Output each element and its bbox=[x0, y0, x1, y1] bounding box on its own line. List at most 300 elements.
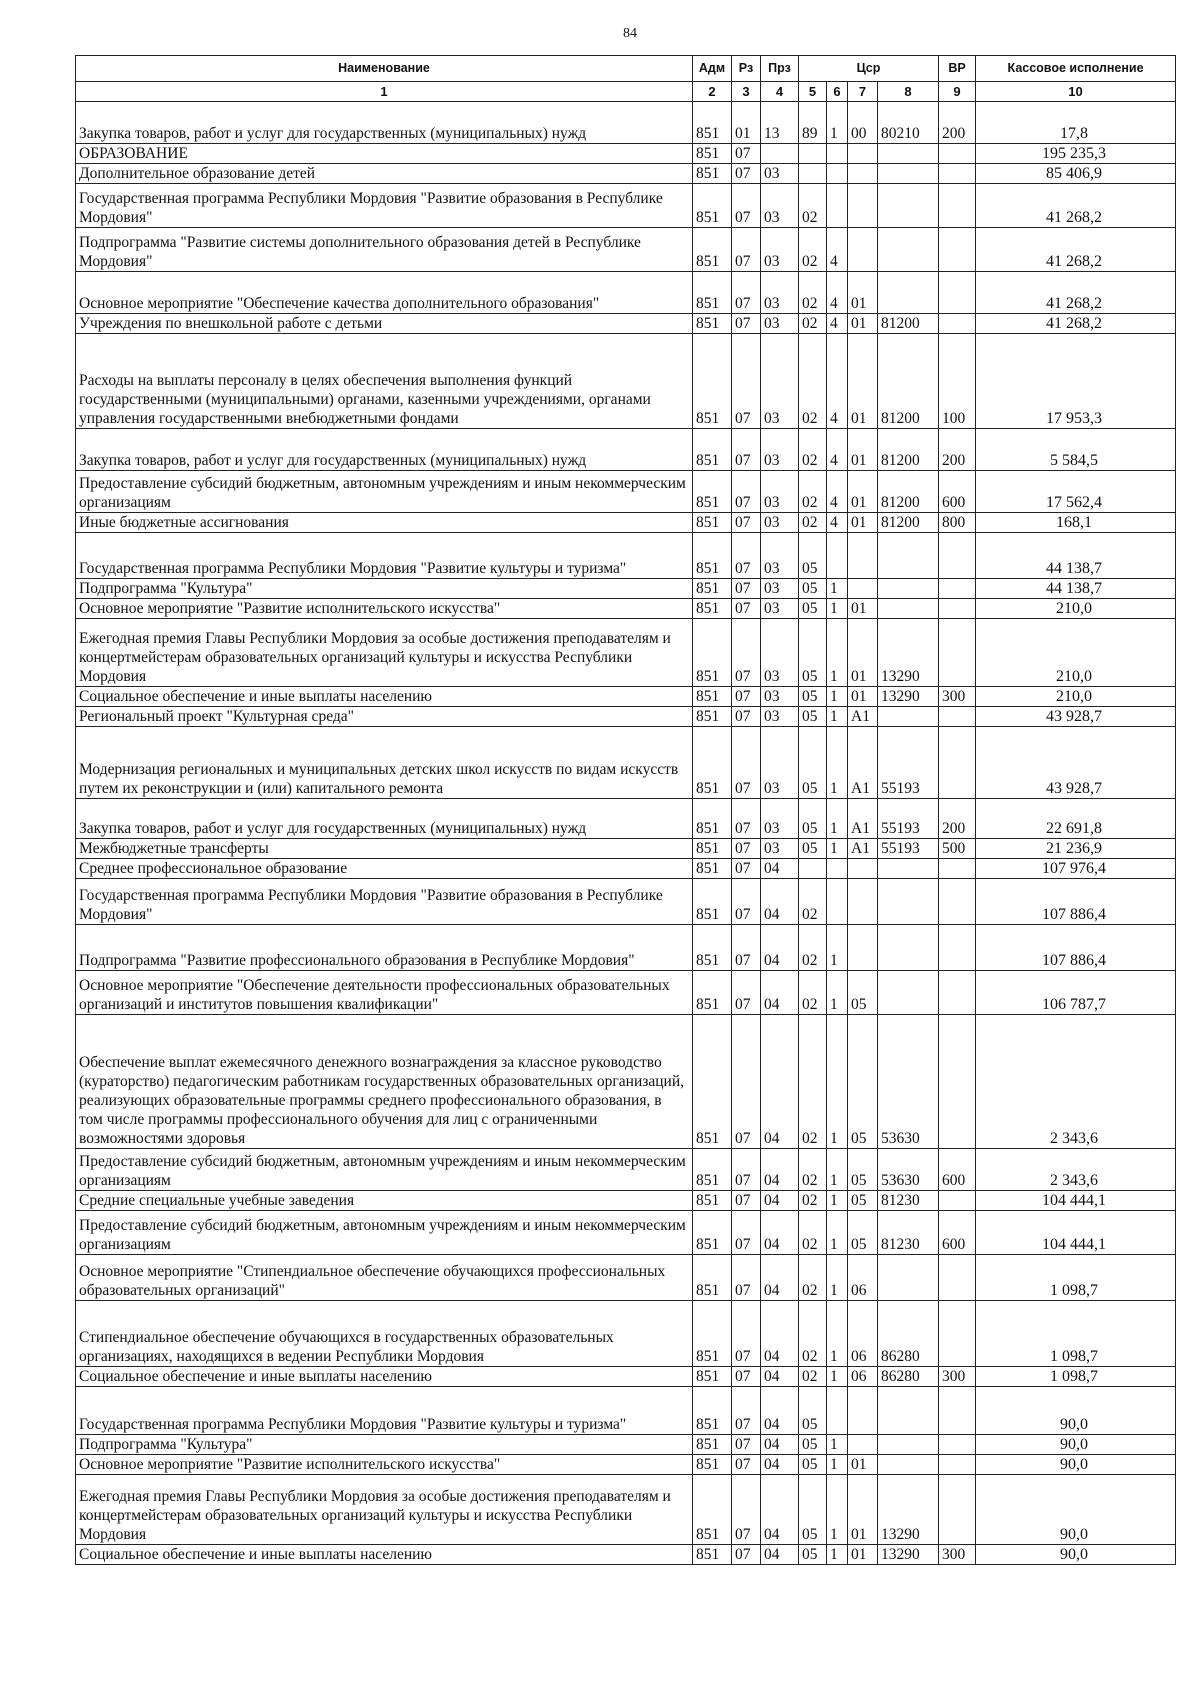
row-adm: 851 bbox=[693, 1455, 732, 1475]
row-vr bbox=[939, 925, 976, 971]
row-prz: 04 bbox=[761, 1301, 799, 1367]
row-amount: 195 235,3 bbox=[976, 144, 1176, 164]
row-prz: 03 bbox=[761, 687, 799, 707]
row-adm: 851 bbox=[693, 334, 732, 429]
row-prz: 04 bbox=[761, 1545, 799, 1565]
table-row bbox=[76, 1255, 1176, 1301]
table-row bbox=[76, 579, 1176, 599]
row-csr-event: 01 bbox=[848, 513, 878, 533]
row-csr-direction bbox=[878, 144, 939, 164]
row-prz: 03 bbox=[761, 334, 799, 429]
row-vr bbox=[939, 599, 976, 619]
row-csr-subprogram: 1 bbox=[827, 1211, 848, 1255]
row-prz: 04 bbox=[761, 1387, 799, 1435]
row-csr-subprogram: 1 bbox=[827, 599, 848, 619]
row-csr-event: A1 bbox=[848, 707, 878, 727]
table-row bbox=[76, 727, 1176, 799]
row-rz: 07 bbox=[732, 533, 761, 579]
row-rz: 07 bbox=[732, 1455, 761, 1475]
row-csr-subprogram: 1 bbox=[827, 1191, 848, 1211]
row-csr-event: 01 bbox=[848, 272, 878, 314]
row-csr-program: 05 bbox=[799, 1475, 827, 1545]
table-row bbox=[76, 228, 1176, 272]
row-csr-event: 06 bbox=[848, 1255, 878, 1301]
row-rz: 07 bbox=[732, 1545, 761, 1565]
row-rz: 07 bbox=[732, 859, 761, 879]
row-csr-event: 01 bbox=[848, 599, 878, 619]
table-row bbox=[76, 513, 1176, 533]
row-vr bbox=[939, 727, 976, 799]
header-prz: Прз bbox=[761, 56, 799, 82]
row-csr-event bbox=[848, 859, 878, 879]
row-vr bbox=[939, 619, 976, 687]
row-vr bbox=[939, 228, 976, 272]
row-amount: 44 138,7 bbox=[976, 533, 1176, 579]
row-csr-event: 06 bbox=[848, 1367, 878, 1387]
row-csr-direction bbox=[878, 579, 939, 599]
budget-table bbox=[75, 55, 1176, 1565]
row-adm: 851 bbox=[693, 727, 732, 799]
row-rz: 07 bbox=[732, 471, 761, 513]
row-amount: 107 886,4 bbox=[976, 879, 1176, 925]
row-csr-subprogram: 4 bbox=[827, 513, 848, 533]
row-prz: 04 bbox=[761, 1191, 799, 1211]
row-vr bbox=[939, 1435, 976, 1455]
row-csr-direction: 55193 bbox=[878, 727, 939, 799]
row-vr bbox=[939, 144, 976, 164]
row-adm: 851 bbox=[693, 879, 732, 925]
row-amount: 168,1 bbox=[976, 513, 1176, 533]
row-csr-subprogram: 1 bbox=[827, 1149, 848, 1191]
table-row bbox=[76, 1475, 1176, 1545]
row-csr-event: 01 bbox=[848, 429, 878, 471]
row-csr-subprogram: 1 bbox=[827, 687, 848, 707]
row-csr-program: 02 bbox=[799, 513, 827, 533]
row-adm: 851 bbox=[693, 1387, 732, 1435]
row-csr-direction: 53630 bbox=[878, 1149, 939, 1191]
row-rz: 07 bbox=[732, 1015, 761, 1149]
row-prz: 03 bbox=[761, 272, 799, 314]
row-csr-subprogram: 1 bbox=[827, 1435, 848, 1455]
row-csr-event: 05 bbox=[848, 971, 878, 1015]
row-rz: 07 bbox=[732, 429, 761, 471]
row-name: Стипендиальное обеспечение обучающихся в государственных образовательных организациях, находящихся в ведении Республики Мордовия bbox=[76, 1301, 693, 1367]
header-rz: Рз bbox=[732, 56, 761, 82]
row-csr-event: 01 bbox=[848, 471, 878, 513]
row-csr-program: 05 bbox=[799, 1545, 827, 1565]
table-row bbox=[76, 314, 1176, 334]
row-prz: 03 bbox=[761, 314, 799, 334]
row-csr-program: 05 bbox=[799, 1455, 827, 1475]
row-csr-direction bbox=[878, 859, 939, 879]
row-name: Основное мероприятие "Обеспечение деятельности профессиональных образовательных организаций и институтов повышения квалификации" bbox=[76, 971, 693, 1015]
row-csr-subprogram: 1 bbox=[827, 839, 848, 859]
row-amount: 90,0 bbox=[976, 1475, 1176, 1545]
row-prz: 03 bbox=[761, 599, 799, 619]
row-rz: 01 bbox=[732, 102, 761, 144]
row-prz: 13 bbox=[761, 102, 799, 144]
row-csr-direction: 55193 bbox=[878, 839, 939, 859]
row-adm: 851 bbox=[693, 1255, 732, 1301]
row-name: Государственная программа Республики Мордовия "Развитие культуры и туризма" bbox=[76, 533, 693, 579]
row-amount: 17 562,4 bbox=[976, 471, 1176, 513]
column-number: 3 bbox=[732, 82, 761, 102]
row-vr bbox=[939, 971, 976, 1015]
row-csr-direction bbox=[878, 925, 939, 971]
row-csr-event: 01 bbox=[848, 687, 878, 707]
row-amount: 85 406,9 bbox=[976, 164, 1176, 184]
row-vr bbox=[939, 1191, 976, 1211]
table-row bbox=[76, 533, 1176, 579]
row-csr-event: 01 bbox=[848, 314, 878, 334]
row-rz: 07 bbox=[732, 839, 761, 859]
row-csr-program: 05 bbox=[799, 687, 827, 707]
row-vr: 300 bbox=[939, 1367, 976, 1387]
row-name: Учреждения по внешкольной работе с детьми bbox=[76, 314, 693, 334]
row-prz: 03 bbox=[761, 471, 799, 513]
row-amount: 2 343,6 bbox=[976, 1015, 1176, 1149]
row-adm: 851 bbox=[693, 429, 732, 471]
row-adm: 851 bbox=[693, 839, 732, 859]
row-prz: 04 bbox=[761, 925, 799, 971]
row-name: ОБРАЗОВАНИЕ bbox=[76, 144, 693, 164]
row-csr-program: 05 bbox=[799, 799, 827, 839]
row-name: Закупка товаров, работ и услуг для государственных (муниципальных) нужд bbox=[76, 102, 693, 144]
row-csr-event bbox=[848, 228, 878, 272]
row-csr-subprogram bbox=[827, 879, 848, 925]
table-row bbox=[76, 1149, 1176, 1191]
row-prz: 03 bbox=[761, 839, 799, 859]
row-prz: 03 bbox=[761, 533, 799, 579]
table-row bbox=[76, 839, 1176, 859]
row-csr-event bbox=[848, 1387, 878, 1435]
row-rz: 07 bbox=[732, 879, 761, 925]
row-prz: 03 bbox=[761, 164, 799, 184]
row-name: Основное мероприятие "Обеспечение качества дополнительного образования" bbox=[76, 272, 693, 314]
row-vr: 100 bbox=[939, 334, 976, 429]
row-csr-event bbox=[848, 579, 878, 599]
row-adm: 851 bbox=[693, 184, 732, 228]
row-amount: 1 098,7 bbox=[976, 1367, 1176, 1387]
row-adm: 851 bbox=[693, 799, 732, 839]
row-amount: 210,0 bbox=[976, 599, 1176, 619]
table-row bbox=[76, 1015, 1176, 1149]
row-rz: 07 bbox=[732, 144, 761, 164]
row-rz: 07 bbox=[732, 619, 761, 687]
row-adm: 851 bbox=[693, 1475, 732, 1545]
row-csr-subprogram: 1 bbox=[827, 619, 848, 687]
row-name: Предоставление субсидий бюджетным, автономным учреждениям и иным некоммерческим организациям bbox=[76, 1211, 693, 1255]
column-number: 7 bbox=[848, 82, 878, 102]
row-adm: 851 bbox=[693, 707, 732, 727]
row-name: Подпрограмма "Развитие системы дополнительного образования детей в Республике Мордовия" bbox=[76, 228, 693, 272]
table-row bbox=[76, 1301, 1176, 1367]
row-name: Предоставление субсидий бюджетным, автономным учреждениям и иным некоммерческим организациям bbox=[76, 471, 693, 513]
row-prz: 03 bbox=[761, 619, 799, 687]
row-amount: 43 928,7 bbox=[976, 707, 1176, 727]
row-vr bbox=[939, 1455, 976, 1475]
table-row bbox=[76, 971, 1176, 1015]
row-adm: 851 bbox=[693, 1301, 732, 1367]
row-adm: 851 bbox=[693, 579, 732, 599]
row-csr-direction bbox=[878, 1455, 939, 1475]
row-csr-direction bbox=[878, 228, 939, 272]
row-csr-direction bbox=[878, 533, 939, 579]
row-rz: 07 bbox=[732, 1475, 761, 1545]
row-csr-direction: 13290 bbox=[878, 619, 939, 687]
table-row bbox=[76, 334, 1176, 429]
row-adm: 851 bbox=[693, 619, 732, 687]
row-csr-direction bbox=[878, 272, 939, 314]
header-amount: Кассовое исполнение bbox=[976, 56, 1176, 82]
row-csr-program: 02 bbox=[799, 1149, 827, 1191]
row-csr-direction bbox=[878, 879, 939, 925]
table-row bbox=[76, 144, 1176, 164]
row-amount: 21 236,9 bbox=[976, 839, 1176, 859]
row-csr-event: A1 bbox=[848, 799, 878, 839]
row-rz: 07 bbox=[732, 1435, 761, 1455]
row-rz: 07 bbox=[732, 799, 761, 839]
row-csr-program: 02 bbox=[799, 184, 827, 228]
row-csr-program: 02 bbox=[799, 1301, 827, 1367]
row-prz: 04 bbox=[761, 1211, 799, 1255]
row-csr-event bbox=[848, 879, 878, 925]
row-vr: 200 bbox=[939, 799, 976, 839]
row-name: Социальное обеспечение и иные выплаты населению bbox=[76, 1545, 693, 1565]
row-csr-event: 01 bbox=[848, 619, 878, 687]
row-prz: 04 bbox=[761, 1255, 799, 1301]
row-prz: 03 bbox=[761, 727, 799, 799]
page-number: 84 bbox=[623, 26, 637, 41]
row-csr-program: 02 bbox=[799, 272, 827, 314]
row-csr-program: 02 bbox=[799, 334, 827, 429]
column-number: 8 bbox=[878, 82, 939, 102]
row-rz: 07 bbox=[732, 707, 761, 727]
row-rz: 07 bbox=[732, 1255, 761, 1301]
row-prz bbox=[761, 144, 799, 164]
row-csr-program: 02 bbox=[799, 471, 827, 513]
row-vr: 600 bbox=[939, 471, 976, 513]
table-row bbox=[76, 859, 1176, 879]
row-csr-program: 05 bbox=[799, 1387, 827, 1435]
row-rz: 07 bbox=[732, 687, 761, 707]
row-csr-direction: 81200 bbox=[878, 334, 939, 429]
row-name: Среднее профессиональное образование bbox=[76, 859, 693, 879]
row-amount: 90,0 bbox=[976, 1387, 1176, 1435]
row-csr-program: 02 bbox=[799, 1015, 827, 1149]
row-vr bbox=[939, 707, 976, 727]
row-name: Обеспечение выплат ежемесячного денежного вознаграждения за классное руководство (кураторство) педагогическим работникам государственных образовательных организаций, реализующих образовательные программы среднего профессионального образования, в том числе программы профессионального обучения для лиц с ограниченными возможностями здоровья bbox=[76, 1015, 693, 1149]
column-number: 9 bbox=[939, 82, 976, 102]
row-csr-direction: 13290 bbox=[878, 1545, 939, 1565]
row-csr-subprogram: 4 bbox=[827, 334, 848, 429]
row-amount: 41 268,2 bbox=[976, 184, 1176, 228]
row-amount: 106 787,7 bbox=[976, 971, 1176, 1015]
table-body bbox=[76, 102, 1176, 1565]
row-amount: 210,0 bbox=[976, 619, 1176, 687]
row-csr-program: 02 bbox=[799, 1211, 827, 1255]
row-adm: 851 bbox=[693, 1015, 732, 1149]
row-name: Государственная программа Республики Мордовия "Развитие образования в Республике Мордовия" bbox=[76, 184, 693, 228]
row-csr-direction: 81200 bbox=[878, 471, 939, 513]
row-csr-subprogram: 1 bbox=[827, 707, 848, 727]
row-rz: 07 bbox=[732, 1149, 761, 1191]
row-rz: 07 bbox=[732, 1367, 761, 1387]
row-csr-direction: 13290 bbox=[878, 1475, 939, 1545]
row-csr-program: 05 bbox=[799, 579, 827, 599]
row-csr-subprogram: 4 bbox=[827, 471, 848, 513]
row-vr bbox=[939, 1387, 976, 1435]
row-rz: 07 bbox=[732, 513, 761, 533]
row-csr-program: 05 bbox=[799, 619, 827, 687]
table-row bbox=[76, 1435, 1176, 1455]
row-csr-program bbox=[799, 144, 827, 164]
row-adm: 851 bbox=[693, 144, 732, 164]
row-amount: 210,0 bbox=[976, 687, 1176, 707]
table-row bbox=[76, 184, 1176, 228]
row-vr bbox=[939, 879, 976, 925]
row-csr-subprogram bbox=[827, 859, 848, 879]
row-csr-event bbox=[848, 144, 878, 164]
row-amount: 41 268,2 bbox=[976, 314, 1176, 334]
row-csr-direction bbox=[878, 184, 939, 228]
row-adm: 851 bbox=[693, 971, 732, 1015]
row-amount: 43 928,7 bbox=[976, 727, 1176, 799]
column-number: 4 bbox=[761, 82, 799, 102]
row-csr-subprogram: 1 bbox=[827, 1455, 848, 1475]
row-csr-event bbox=[848, 925, 878, 971]
row-name: Государственная программа Республики Мордовия "Развитие образования в Республике Мордовия" bbox=[76, 879, 693, 925]
row-prz: 04 bbox=[761, 879, 799, 925]
table-row bbox=[76, 879, 1176, 925]
row-csr-program: 02 bbox=[799, 1191, 827, 1211]
row-csr-event: 00 bbox=[848, 102, 878, 144]
header-row bbox=[76, 56, 1176, 82]
row-csr-program: 02 bbox=[799, 879, 827, 925]
row-adm: 851 bbox=[693, 164, 732, 184]
row-csr-subprogram bbox=[827, 184, 848, 228]
row-csr-subprogram: 1 bbox=[827, 1367, 848, 1387]
row-rz: 07 bbox=[732, 925, 761, 971]
row-amount: 107 976,4 bbox=[976, 859, 1176, 879]
row-csr-direction: 53630 bbox=[878, 1015, 939, 1149]
row-name: Предоставление субсидий бюджетным, автономным учреждениям и иным некоммерческим организациям bbox=[76, 1149, 693, 1191]
row-adm: 851 bbox=[693, 102, 732, 144]
row-vr bbox=[939, 314, 976, 334]
header-vr: ВР bbox=[939, 56, 976, 82]
table-row bbox=[76, 164, 1176, 184]
row-csr-subprogram: 1 bbox=[827, 579, 848, 599]
row-csr-direction bbox=[878, 1387, 939, 1435]
row-csr-program: 05 bbox=[799, 707, 827, 727]
column-number: 2 bbox=[693, 82, 732, 102]
row-prz: 03 bbox=[761, 429, 799, 471]
row-csr-subprogram: 1 bbox=[827, 1475, 848, 1545]
row-csr-program: 02 bbox=[799, 429, 827, 471]
table-row bbox=[76, 429, 1176, 471]
table-row bbox=[76, 799, 1176, 839]
row-csr-program: 02 bbox=[799, 1255, 827, 1301]
row-vr bbox=[939, 1475, 976, 1545]
row-amount: 17,8 bbox=[976, 102, 1176, 144]
row-amount: 2 343,6 bbox=[976, 1149, 1176, 1191]
row-amount: 104 444,1 bbox=[976, 1211, 1176, 1255]
row-csr-event: 01 bbox=[848, 1545, 878, 1565]
row-amount: 107 886,4 bbox=[976, 925, 1176, 971]
row-csr-event bbox=[848, 164, 878, 184]
row-csr-program bbox=[799, 859, 827, 879]
table-row bbox=[76, 471, 1176, 513]
row-vr bbox=[939, 184, 976, 228]
row-name: Расходы на выплаты персоналу в целях обеспечения выполнения функций государственными (муниципальными) органами, казенными учреждениями, органами управления государственными внебюджетными фондами bbox=[76, 334, 693, 429]
row-csr-program: 05 bbox=[799, 727, 827, 799]
row-csr-event bbox=[848, 533, 878, 579]
row-csr-subprogram bbox=[827, 164, 848, 184]
table-row bbox=[76, 619, 1176, 687]
row-rz: 07 bbox=[732, 334, 761, 429]
row-amount: 1 098,7 bbox=[976, 1301, 1176, 1367]
row-name: Межбюджетные трансферты bbox=[76, 839, 693, 859]
column-number: 10 bbox=[976, 82, 1176, 102]
row-adm: 851 bbox=[693, 1211, 732, 1255]
header-csr: Цср bbox=[799, 56, 939, 82]
row-adm: 851 bbox=[693, 925, 732, 971]
row-csr-event: 05 bbox=[848, 1149, 878, 1191]
row-rz: 07 bbox=[732, 1301, 761, 1367]
row-csr-event: 01 bbox=[848, 1455, 878, 1475]
row-csr-program: 89 bbox=[799, 102, 827, 144]
row-amount: 5 584,5 bbox=[976, 429, 1176, 471]
row-adm: 851 bbox=[693, 533, 732, 579]
row-csr-subprogram: 1 bbox=[827, 971, 848, 1015]
row-csr-program: 05 bbox=[799, 839, 827, 859]
table-row bbox=[76, 1191, 1176, 1211]
row-csr-direction: 81230 bbox=[878, 1211, 939, 1255]
row-name: Подпрограмма "Культура" bbox=[76, 579, 693, 599]
row-vr bbox=[939, 859, 976, 879]
row-prz: 04 bbox=[761, 1015, 799, 1149]
table-row bbox=[76, 925, 1176, 971]
row-rz: 07 bbox=[732, 1191, 761, 1211]
row-prz: 04 bbox=[761, 1367, 799, 1387]
row-rz: 07 bbox=[732, 579, 761, 599]
row-name: Основное мероприятие "Стипендиальное обеспечение обучающихся профессиональных образовательных организаций" bbox=[76, 1255, 693, 1301]
table-row bbox=[76, 707, 1176, 727]
row-vr bbox=[939, 1255, 976, 1301]
row-amount: 90,0 bbox=[976, 1435, 1176, 1455]
row-csr-program: 05 bbox=[799, 599, 827, 619]
row-csr-subprogram: 4 bbox=[827, 272, 848, 314]
row-csr-program: 02 bbox=[799, 1367, 827, 1387]
row-name: Основное мероприятие "Развитие исполнительского искусства" bbox=[76, 599, 693, 619]
row-name: Основное мероприятие "Развитие исполнительского искусства" bbox=[76, 1455, 693, 1475]
table-row bbox=[76, 272, 1176, 314]
row-vr: 300 bbox=[939, 687, 976, 707]
row-name: Модернизация региональных и муниципальных детских школ искусств по видам искусств путем их реконструкции и (или) капитального ремонта bbox=[76, 727, 693, 799]
row-prz: 04 bbox=[761, 1455, 799, 1475]
row-prz: 03 bbox=[761, 513, 799, 533]
row-adm: 851 bbox=[693, 228, 732, 272]
row-vr bbox=[939, 1015, 976, 1149]
table-row bbox=[76, 1211, 1176, 1255]
row-csr-direction: 13290 bbox=[878, 687, 939, 707]
row-csr-program: 02 bbox=[799, 314, 827, 334]
row-adm: 851 bbox=[693, 1149, 732, 1191]
row-csr-subprogram: 4 bbox=[827, 228, 848, 272]
row-prz: 03 bbox=[761, 799, 799, 839]
column-number: 5 bbox=[799, 82, 827, 102]
table-row bbox=[76, 687, 1176, 707]
